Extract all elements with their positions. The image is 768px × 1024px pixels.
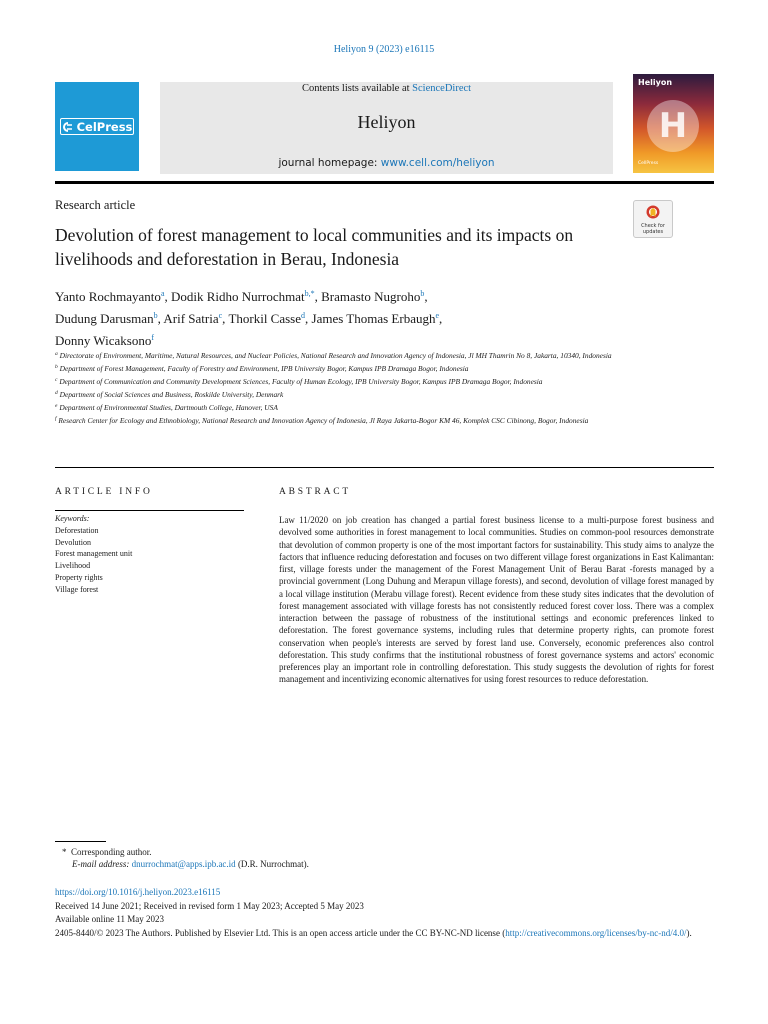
keywords-label: Keywords: [55,514,90,523]
abstract-text: Law 11/2020 on job creation has changed a partial forest business license to a multi-purpose forest business and devolved some authorities in forest management to local communities. Studies on common-pool resources demonstrate that devolution of common property is one of the most important factors for sustainability. This study aims to analyze the factors that influence reducing deforestation and focuses on two different village forest organizations in East Kalimantan: first, village forests under the management of the Forest Management Unit of Berau Barat -forests managed by a provincial government (Long Duhung and Merapun village forests), and second, devolution of village forest managed by a local village institution (Merabu village forest). Recent evidence from these study sites indicates that the devolution of forest management associated with village forests has not consistently reduced forest cover loss. There was a complex interaction between the passage of robustness of the institutional settings and economic preferences linked to deforestation. The forest governance systems, including rules that determine property rights, can promote forest conservation when people's interests are served by forest land use. Conversely, economic preferences also control deforestation. This study confirms that the institutional robustness of forest governance systems and actors' economic preferences play an important role in controlling deforestation. This study suggests the devolution of rights for forest management and incentivizing economic alternatives for using forest resources to reduce deforestation. [279,515,714,685]
cellpress-logo[interactable] [55,82,139,171]
cellpress-mark-icon [62,122,74,132]
check-for-updates-label: Check for updates [641,223,665,235]
copyright-notice: 2405-8440/© 2023 The Authors. Published by Elsevier Ltd. This is an open access article under the CC BY-NC-ND license (http://creativecommons.org/licenses/by-nc-nd/4.0/). [55,928,692,938]
affiliation-text: Directorate of Environment, Maritime, Natural Resources, and Nuclear Policies, National Research and Innovation Agency of Indonesia, Jl MH Thamrin No 8, Jakarta, 10340, Indonesia [59,351,612,360]
email-label: E-mail address: [72,859,130,869]
abstract-heading: ABSTRACT [279,487,352,497]
affiliation-marker: e [55,402,58,409]
author-separator: , [314,289,322,304]
affiliation-item [55,349,615,362]
article-type: Research article [55,198,136,212]
affiliation-item [55,362,615,375]
author-separator: , [164,289,171,304]
affiliation-item [55,414,615,427]
author-separator: , [222,311,229,326]
author-affiliation-marker[interactable]: b [153,311,158,320]
author-name[interactable]: Thorkil Casse [228,311,302,326]
journal-cover-image[interactable] [633,74,714,173]
author-affiliation-marker[interactable]: a [160,289,165,298]
cellpress-logo-icon [60,118,134,135]
license-link[interactable]: http://creativecommons.org/licenses/by-nc-nd/4.0/ [505,928,687,938]
affiliation-marker: c [55,376,58,383]
cover-letter: H [658,106,688,146]
affiliation-item [55,401,615,414]
affiliation-text: Department of Environmental Studies, Dartmouth College, Hanover, USA [59,402,278,412]
available-online-date: Available online 11 May 2023 [55,914,164,924]
keyword-item: Devolution [55,537,91,547]
journal-homepage-link[interactable]: www.cell.com/heliyon [380,157,495,169]
author-name[interactable]: Bramasto Nugroho [321,289,421,304]
doi-link[interactable]: https://doi.org/10.1016/j.heliyon.2023.e16115 [55,887,221,897]
affiliation-item [55,375,615,388]
journal-reference-link[interactable]: Heliyon 9 (2023) e16115 [333,44,435,55]
cellpress-logo-text: CelPress [76,119,133,134]
received-dates: Received 14 June 2021; Received in revised form 1 May 2023; Accepted 5 May 2023 [55,901,364,911]
author-separator: , [157,311,164,326]
affiliation-text: Department of Social Sciences and Business, Roskilde University, Denmark [59,389,284,399]
email-owner: (D.R. Nurrochmat). [237,859,309,869]
keyword-list [55,525,132,595]
affiliation-text: Department of Forest Management, Faculty of Forestry and Environment, IPB University Bogor, Kampus IPB Dramaga Bogor, Indonesia [59,363,469,373]
journal-name: Heliyon [357,112,416,132]
affiliation-marker: a [55,351,58,357]
keyword-item: Forest management unit [55,549,133,559]
copyright-text: 2405-8440/© 2023 The Authors. Published by Elsevier Ltd. This is an open access article under the CC BY-NC-ND license [55,928,500,938]
author-list [55,284,655,350]
homepage-prefix: journal homepage: [278,157,381,169]
homepage-line [160,157,613,169]
corresponding-author-note: * Corresponding author. [62,847,152,857]
author-separator: , [424,289,428,304]
contents-line [160,83,613,94]
contents-prefix: Contents lists available at [301,83,413,94]
affiliation-marker: d [55,389,58,396]
author-name[interactable]: Dudung Darusman [55,311,154,326]
affiliation-text: Research Center for Ecology and Ethnobiology, National Research and Innovation Agency of Indonesia, Jl Raya Jakarta-Bogor KM 46, Komplek CSC Cibinong, Bogor, Indonesia [58,415,589,425]
affiliation-item [55,388,615,401]
affiliation-marker: b [55,363,58,370]
author-affiliation-marker[interactable]: f [151,333,155,342]
author-name[interactable]: Yanto Rochmayanto [55,289,161,304]
author-separator: , [305,311,312,326]
author-affiliation-marker[interactable]: d [301,311,306,320]
sciencedirect-link[interactable]: ScienceDirect [412,83,472,94]
keyword-item: Property rights [55,572,103,582]
article-info-divider [55,510,244,511]
affiliation-marker: f [55,415,57,422]
check-for-updates-icon [646,205,660,221]
author-name[interactable]: James Thomas Erbaugh [311,311,436,326]
journal-masthead [160,82,613,174]
author-name[interactable]: Donny Wicaksono [55,333,152,348]
author-separator: , [439,311,443,326]
cover-footer: CellPress [638,161,659,166]
section-divider [55,467,714,468]
affiliation-text: Department of Communication and Community Development Sciences, Faculty of Human Ecology, IPB University Bogor, Kampus IPB Dramaga Bogor, Indonesia [59,376,543,386]
author-name[interactable]: Arif Satria [163,311,219,326]
author-name[interactable]: Dodik Ridho Nurrochmat [171,289,305,304]
article-title: Devolution of forest management to local communities and its impacts on livelihoods and deforestation in Berau, Indonesia [55,225,574,269]
author-affiliation-marker[interactable]: c [218,311,223,320]
author-affiliation-marker[interactable]: e [435,311,440,320]
affiliation-list [55,349,615,426]
cover-emblem [647,100,699,152]
footnote-divider [55,841,106,842]
keyword-item: Deforestation [55,526,99,535]
author-email-link[interactable]: dnurrochmat@apps.ipb.ac.id [131,859,236,869]
cover-title: Heliyon [638,78,673,87]
author-affiliation-marker[interactable]: b [420,289,425,298]
keyword-item: Livelihood [55,561,91,571]
author-affiliation-marker[interactable]: b,* [304,289,315,298]
header-divider [55,181,714,184]
email-note [72,859,309,869]
keyword-item: Village forest [55,584,99,594]
check-for-updates-button[interactable] [633,200,673,238]
article-info-heading: ARTICLE INFO [55,487,153,497]
corresponding-text: Corresponding author. [71,847,152,857]
